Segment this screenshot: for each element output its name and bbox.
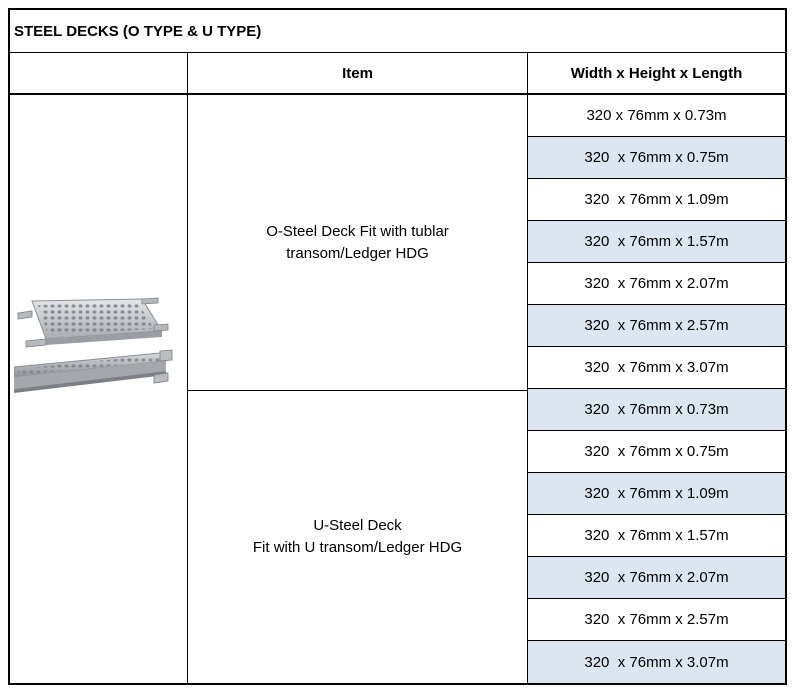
item-u-line-1: U-Steel Deck	[313, 517, 402, 534]
table-row: 320 x 76mm x 2.57m	[528, 599, 785, 641]
item-u-steel-deck	[188, 391, 528, 683]
table-row: 320 x 76mm x 1.57m	[528, 515, 785, 557]
spec-table	[8, 8, 787, 685]
table-row: 320 x 76mm x 0.75m	[528, 137, 785, 179]
table-row: 320 x 76mm x 3.07m	[528, 347, 785, 389]
table-row: 320 x 76mm x 2.07m	[528, 557, 785, 599]
item-o-line-2: transom/Ledger HDG	[286, 244, 429, 262]
table-row: 320 x 76mm x 0.73m	[528, 389, 785, 431]
image-cell	[10, 95, 188, 683]
item-column-header: Item	[188, 53, 528, 93]
table-row: 320 x 76mm x 2.07m	[528, 263, 785, 305]
table-row: 320 x 76mm x 1.09m	[528, 179, 785, 221]
table-row: 320 x 76mm x 0.73m	[528, 95, 785, 137]
table-row: 320 x 76mm x 1.57m	[528, 221, 785, 263]
steel-deck-image	[14, 291, 176, 411]
table-body	[10, 95, 785, 683]
table-row: 320 x 76mm x 0.75m	[528, 431, 785, 473]
table-row: 320 x 76mm x 3.07m	[528, 641, 785, 683]
table-title: STEEL DECKS (O TYPE & U TYPE)	[10, 10, 785, 53]
dimensions-column	[528, 95, 785, 683]
table-row: 320 x 76mm x 2.57m	[528, 305, 785, 347]
item-o-line-1: O-Steel Deck Fit with tublar	[266, 222, 449, 240]
item-u-line-2: Fit with U transom/Ledger HDG	[252, 539, 463, 556]
table-row: 320 x 76mm x 1.09m	[528, 473, 785, 515]
dimensions-column-header: Width x Height x Length	[570, 64, 743, 82]
header-row	[10, 53, 785, 95]
item-o-steel-deck	[188, 95, 528, 391]
image-column-header	[10, 53, 188, 93]
